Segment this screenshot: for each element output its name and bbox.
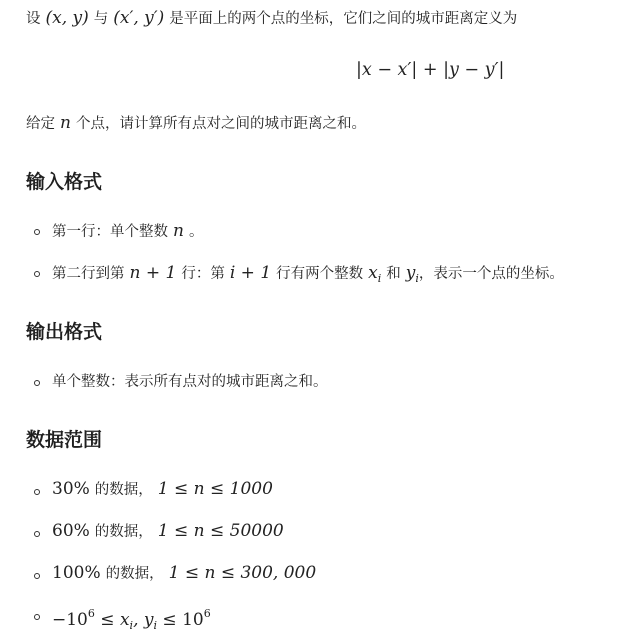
input-item-1 <box>52 221 203 242</box>
range-item-1 <box>52 479 273 500</box>
task-text-1: 给定 <box>26 116 55 132</box>
intro-math-point-2: (x′, y′) <box>113 8 165 28</box>
range-item-3-cond: 1 ≤ n ≤ 300, 000 <box>168 563 317 583</box>
range-item-1-pct: 30% <box>52 479 90 499</box>
input-item-2-math-y: $y_i$ <box>405 263 419 285</box>
input-item-2-text-5: ，表示一个点的坐标。 <box>418 266 564 282</box>
range-item-4-x: ≤ x <box>94 610 130 630</box>
input-item-1-end: 。 <box>188 224 204 240</box>
input-item-2-math-x: $x_i$ <box>368 263 382 285</box>
bullet-icon <box>34 271 40 277</box>
bullet-icon <box>34 573 40 579</box>
input-item-2-text-1: 第二行到第 <box>52 266 125 282</box>
range-item-4-sub-1: i <box>129 619 134 632</box>
task-text-2: 个点，请计算所有点对之间的城市距离之和。 <box>75 116 366 132</box>
data-range-heading: 数据范围 <box>26 429 103 451</box>
input-item-2-math-2: i + 1 <box>229 263 272 283</box>
range-item-4-exp-2: 6 <box>203 607 211 620</box>
range-item-1-cond: 1 ≤ n ≤ 1000 <box>157 479 273 499</box>
range-item-4-y: , y <box>133 610 154 630</box>
input-item-2-text-4: 和 <box>386 266 401 282</box>
bullet-icon <box>34 531 40 537</box>
intro-math-point-1: (x, y) <box>45 8 89 28</box>
range-item-4-lower: −10 <box>52 610 88 630</box>
range-item-3-pct: 100% <box>52 563 101 583</box>
intro-text-3: 是平面上的两个点的坐标，它们之间的城市距离定义为 <box>169 11 518 27</box>
range-item-4 <box>52 604 211 636</box>
input-item-2 <box>52 263 564 289</box>
bullet-icon <box>34 229 40 235</box>
input-format-heading: 输入格式 <box>26 171 103 193</box>
range-item-2-cond: 1 ≤ n ≤ 50000 <box>157 521 284 541</box>
intro-text-2: 与 <box>93 11 109 27</box>
range-item-4-upper: ≤ 10 <box>157 610 204 630</box>
bullet-icon <box>34 380 40 386</box>
output-format-heading: 输出格式 <box>26 321 103 343</box>
distance-formula: |x − x′| + |y − y′| <box>356 60 505 80</box>
task-line <box>26 113 366 134</box>
range-item-1-text: 的数据， <box>94 482 153 498</box>
input-item-1-text: 第一行：单个整数 <box>52 224 168 240</box>
range-item-4-sub-2: i <box>153 619 158 632</box>
intro-line <box>26 8 517 29</box>
input-item-1-math: n <box>173 221 184 241</box>
range-item-4-exp-1: 6 <box>87 607 95 620</box>
output-item-1: 单个整数：表示所有点对的城市距离之和。 <box>52 374 328 390</box>
range-item-3-text: 的数据， <box>105 566 164 582</box>
task-math-n: n <box>60 113 71 133</box>
range-item-2-text: 的数据， <box>94 524 153 540</box>
bullet-icon <box>34 489 40 495</box>
range-item-2 <box>52 521 284 542</box>
input-item-2-text-3: 行有两个整数 <box>276 266 364 282</box>
input-item-2-math-1: n + 1 <box>129 263 177 283</box>
range-item-3 <box>52 563 316 584</box>
intro-text-1: 设 <box>26 11 41 27</box>
bullet-icon <box>34 614 40 620</box>
input-item-2-text-2: 行：第 <box>181 266 225 282</box>
range-item-2-pct: 60% <box>52 521 90 541</box>
